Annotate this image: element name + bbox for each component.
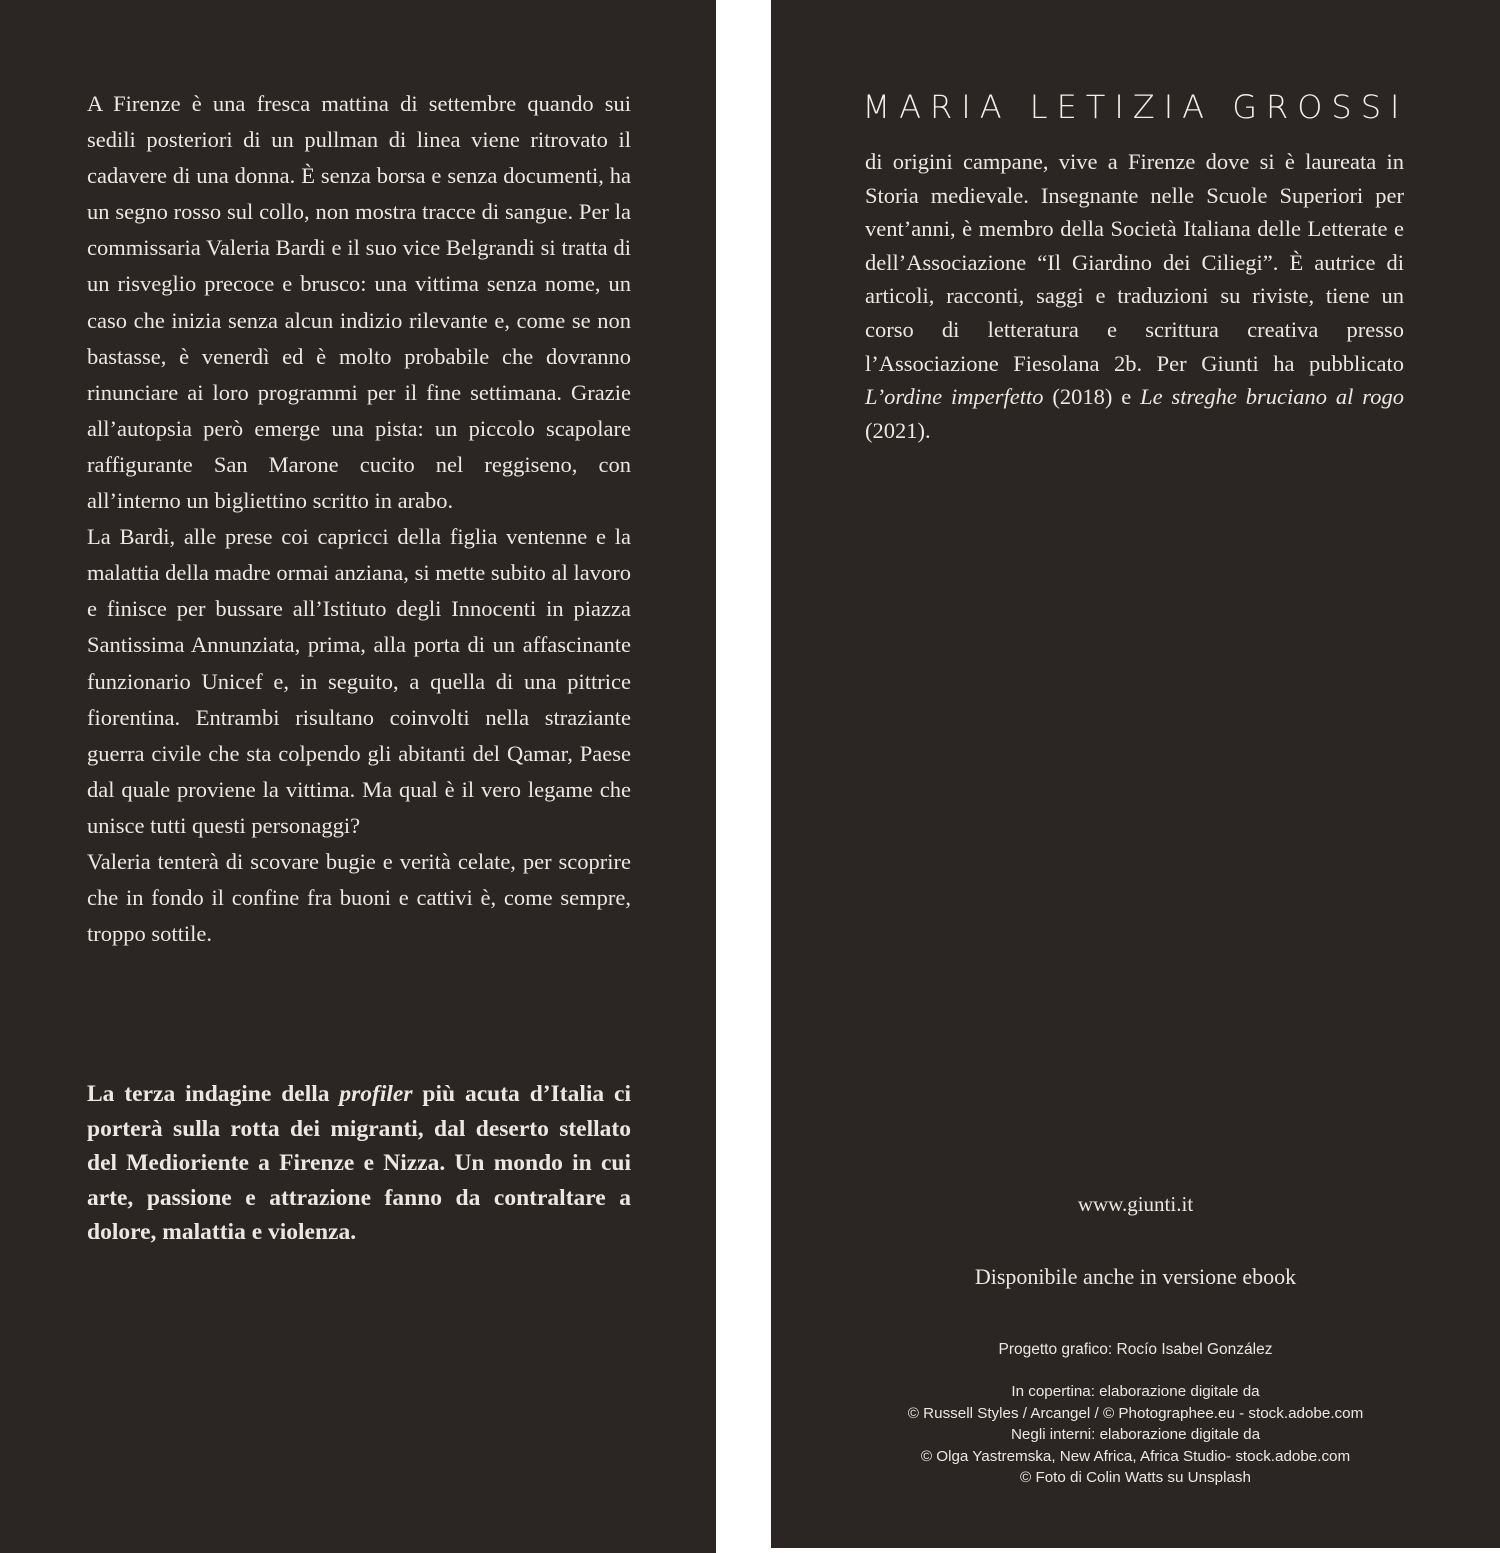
- book-title-1: L’ordine imperfetto: [865, 384, 1044, 410]
- synopsis: [87, 86, 631, 952]
- left-flap: [0, 0, 716, 1553]
- synopsis-paragraph-3: Valeria tenterà di scovare bugie e verità celate, per scoprire che in fondo il confine fra buoni e cattivi è, come sempre, troppo sottile.: [87, 848, 631, 947]
- publisher-website: www.giunti.it: [1077, 1192, 1194, 1216]
- synopsis-paragraph-1: A Firenze è una fresca mattina di settembre quando sui sedili posteriori di un pullman di linea viene ritrovato il cadavere di una donna. È senza borsa e senza documenti, ha un segno rosso sul collo, non mostra tracce di sangue. Per la commissaria Valeria Bardi e il suo vice Belgrandi si tratta di un risveglio precoce e brusco: una vittima senza nome, un caso che inizia senza alcun indizio rilevante e, come se non bastasse, è venerdì ed è molto probabile che dovranno rinunciare ai loro programmi per il fine settimana. Grazie all’autopsia però emerge una pista: un piccolo scapolare raffigurante San Marone cucito nel reggiseno, con all’interno un bigliettino scritto in arabo.: [87, 91, 631, 514]
- design-credit: Progetto grafico: Rocío Isabel González: [998, 1341, 1273, 1358]
- book-year-1: (2018) e: [1043, 384, 1141, 410]
- credit-line: Negli interni: elaborazione digitale da: [1010, 1426, 1261, 1443]
- book-title-2: Le streghe bruciano al rogo: [1140, 384, 1404, 410]
- tagline-end: più acuta d’Italia ci porterà sulla rotta dei migranti, dal deserto stellato del Medioriente a Firenze e Nizza. Un mondo in cui arte, passione e attrazione fanno da contraltare a dolore, malattia e violenza.: [87, 1081, 631, 1246]
- credit-line: © Russell Styles / Arcangel / © Photographee.eu - stock.adobe.com: [907, 1404, 1364, 1422]
- tagline-emphasis: profiler: [339, 1081, 413, 1107]
- credit-line: In copertina: elaborazione digitale da: [1011, 1383, 1260, 1400]
- image-credits: [771, 1381, 1500, 1489]
- right-flap: [771, 0, 1500, 1548]
- credit-line: © Foto di Colin Watts su Unsplash: [1020, 1469, 1251, 1486]
- tagline-start: La terza indagine della: [87, 1081, 340, 1107]
- bio-text: di origini campane, vive a Firenze dove si è laureata in Storia medievale. Insegnante nelle Scuole Superiori per vent’anni, è membro della Società Italiana delle Letterate e dell’Associazione “Il Giardino dei Ciliegi”. È autrice di articoli, racconti, saggi e traduzioni su riviste, tiene un corso di letteratura e scrittura creativa presso l’Associazione Fiesolana 2b. Per Giunti ha pubblicato: [865, 149, 1404, 376]
- credit-line: © Olga Yastremska, New Africa, Africa Studio- stock.adobe.com: [920, 1447, 1351, 1465]
- ebook-notice: Disponibile anche in versione ebook: [974, 1264, 1297, 1289]
- author-name: MARIA LETIZIA GROSSI: [862, 88, 1409, 126]
- synopsis-paragraph-2: La Bardi, alle prese coi capricci della figlia ventenne e la malattia della madre ormai anziana, si mette subito al lavoro e finisce per bussare all’Istituto degli Innocenti in piazza Santissima Annunziata, prima, alla porta di un affascinante funzionario Unicef e, in seguito, a quella di una pittrice fiorentina. Entrambi risultano coinvolti nella straziante guerra civile che sta colpendo gli abitanti del Qamar, Paese dal quale proviene la vittima. Ma qual è il vero legame che unisce tutti questi personaggi?: [87, 524, 631, 838]
- book-year-2: (2021).: [865, 417, 931, 443]
- tagline: [87, 1077, 631, 1250]
- author-bio: [865, 145, 1404, 447]
